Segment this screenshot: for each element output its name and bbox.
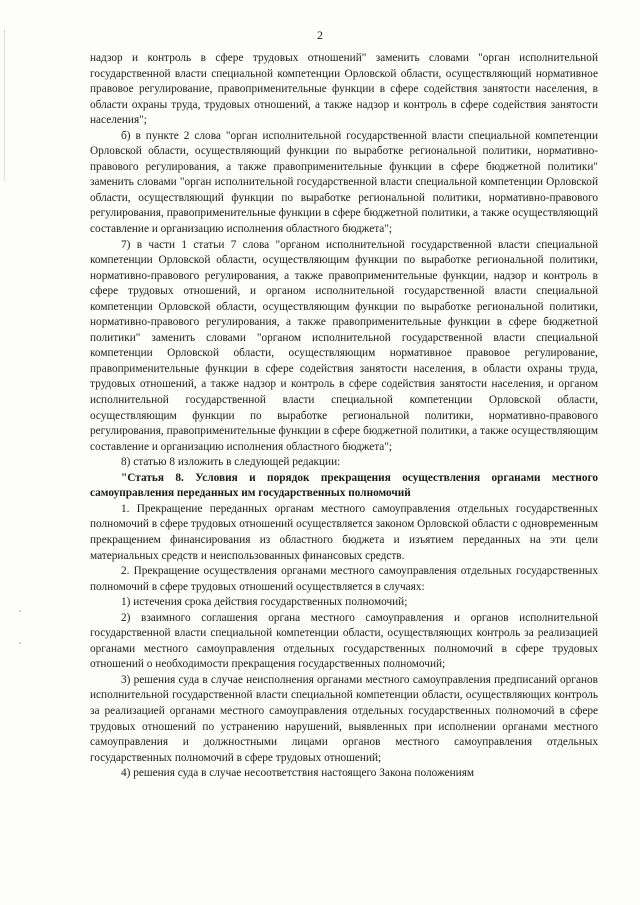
list-item: 3) решения суда в случае неисполнения органами местного самоуправления предписаний органов исполнительной государственной власти специальной компетенции области, осуществляющих контроль за реализацией органами местного самоуправления отдельных государственных полномочий в сфере трудовых отношений по устранению нарушений, выявленных при исполнении органами местного самоуправления и должностными лицами органов местного самоуправления отдельных государственных полномочий в сфере трудовых отношений; — [90, 673, 598, 764]
list-item: 1) истечения срока действия государственных полномочий; — [121, 596, 408, 609]
article-heading: "Статья 8. Условия и порядок прекращения осуществления органами местного самоуправления переданных им государственных полномочий — [90, 471, 598, 500]
paragraph: 2. Прекращение осуществления органами местного самоуправления отдельных государственных полномочий в сфере трудовых отношений осуществляется в случаях: — [90, 565, 598, 593]
paragraph: 1. Прекращение переданных органам местного самоуправления отдельных государственных полномочий в сфере трудовых отношений осуществляется законом Орловской области с одновременным прекращением финансирования из областного бюджета и изъятием переданных на эти цели материальных средств и неиспользованных финансовых средств. — [90, 502, 598, 562]
paragraph: 8) статью 8 изложить в следующей редакции: — [121, 456, 341, 469]
paragraph: б) в пункте 2 слова "орган исполнительной государственной власти специальной компетенции Орловской области, осуществляющий функции по выработке региональной политики, нормативно-правового регулирования, а также правоприменительные функции в сфере бюджетной политики" заменить словами "орган исполнительной государственной власти специальной компетенции Орловской области, осуществляющий функции по выработке региональной политики, нормативно-правового регулирования, правоприменительные функции в сфере бюджетной политики, а также осуществляющий составление и организацию исполнения областного бюджета"; — [90, 129, 598, 236]
scan-speck — [19, 642, 21, 644]
scan-speck — [19, 610, 21, 612]
list-item: 4) решения суда в случае несоответствия настоящего Закона положениям — [121, 767, 475, 780]
paragraph: 7) в части 1 статьи 7 слова "органом исполнительной государственной власти специальной компетенции Орловской области, осуществляющим функции по выработке региональной политики, нормативно-правового регулирования, а также правоприменительные функции, надзор и контроль в сфере трудовых отношений, и органом исполнительной государственной власти специальной компетенции Орловской области, осуществляющим функции по выработке региональной политики, нормативно-правового регулирования, а также правоприменительные функции в сфере бюджетной политики" заменить словами "органом исполнительной государственной власти специальной компетенции Орловской области, осуществляющим нормативное правовое регулирование, правоприменительные функции в сфере содействия занятости населения, в области охраны труда, трудовых отношений, а также надзор и контроль в сфере содействия занятости населения, и органом исполнительной государственной власти специальной компетенции Орловской области, осуществляющим функции по выработке региональной политики, нормативно-правового регулирования, правоприменительные функции в сфере бюджетной политики, а также осуществляющим составление и организацию исполнения областного бюджета"; — [90, 238, 598, 453]
paragraph: надзор и контроль в сфере трудовых отношений" заменить словами "орган исполнительной государственной власти специальной компетенции Орловской области, осуществляющий нормативное правовое регулирование, правоприменительные функции в сфере содействия занятости населения, в области охраны труда, трудовых отношений, а также надзор и контроль в сфере содействия занятости населения"; — [90, 52, 598, 127]
page-number: 2 — [317, 28, 323, 42]
scan-edge-mark — [4, 30, 6, 180]
document-body — [90, 51, 598, 782]
list-item: 2) взаимного соглашения органа местного самоуправления и органов исполнительной государственной власти специальной компетенции области, осуществляющих контроль за реализацией органами местного самоуправления отдельных государственных полномочий в сфере трудовых отношений о необходимости прекращения государственных полномочий; — [90, 611, 598, 671]
